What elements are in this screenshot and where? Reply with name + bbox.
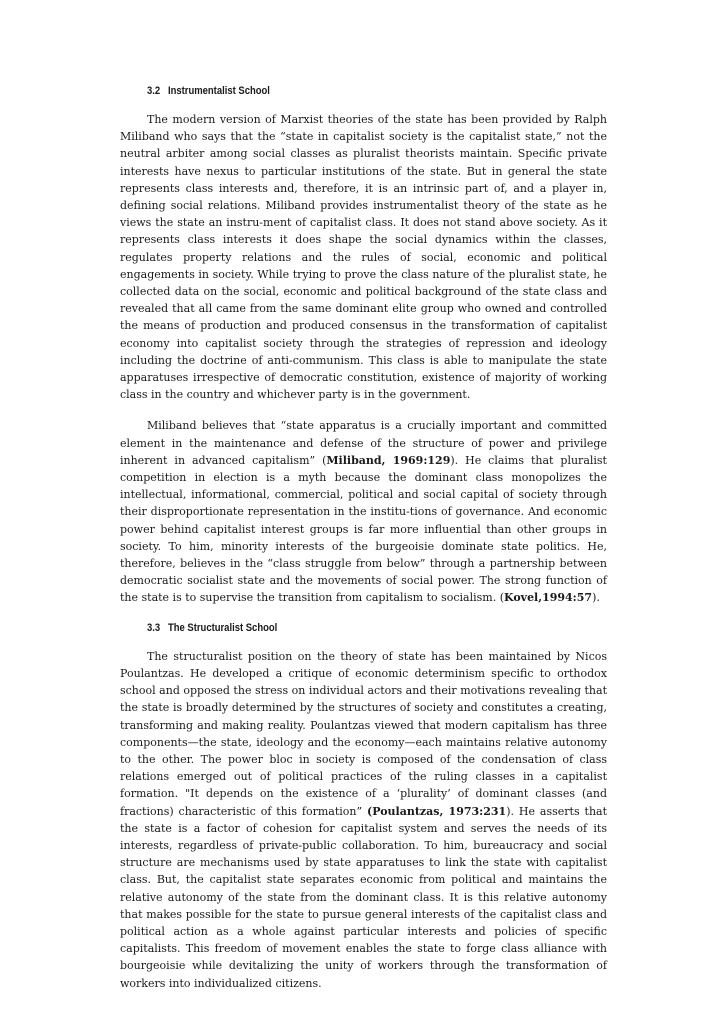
- section-title: The Structuralist School: [167, 621, 278, 634]
- paragraph-text: Miliband believes that “state apparatus is a crucially important and committed element in the maintenance and defense of the structure of power and privilege inherent in advanced capitalism” (: [120, 419, 607, 467]
- citation-kovel: Kovel,1994:57: [504, 591, 593, 605]
- paragraph-miliband-beliefs: [120, 417, 607, 606]
- paragraph-text: ). He asserts that the state is a factor of cohesion for capitalist system and serves the needs of its interests, regardless of private-public collaboration. To him, bureaucracy and social structure are mechanisms used by state apparatuses to link the state with capitalist class. But, the capitalist state separates economic from political and maintains the relative autonomy of the state from the dominant class. It is this relative autonomy that makes possible for the state to pursue general interests of the capitalist class and political action as a whole against particular interests and policies of specific capitalists. This freedom of movement enables the state to forge class alliance with bourgeoisie while devitalizing the unity of workers through the transformation of workers into individualized citizens.: [120, 804, 608, 990]
- paragraph-miliband-intro: The modern version of Marxist theories of the state has been provided by Ralph Miliband who says that the “state in capitalist society is the capitalist state,” not the neutral arbiter among social classes as pluralist theorists maintain. Specific private interests have nexus to particular institutions of the state. But in general the state represents class interests and, therefore, it is an intrinsic part of, and a player in, defining social relations. Miliband provides instrumentalist theory of the state as he views the state an instru-ment of capitalist class. It does not stand above society. As it represents class interests it does shape the social dynamics within the classes, regulates property relations and the rules of social, economic and political engagements in society. While trying to prove the class nature of the pluralist state, he collected data on the social, economic and political background of the state class and revealed that all came from the same dominant elite group who owned and controlled the means of production and produced consensus in the transformation of capitalist economy into capitalist society through the strategies of repression and ideology including the doctrine of anti-communism. This class is able to manipulate the state apparatuses irrespective of democratic constitution, existence of majority of working class in the country and whichever party is in the government.: [120, 113, 607, 402]
- section-number: 3.2: [147, 85, 161, 97]
- citation-poulantzas: (Poulantzas, 1973:231: [367, 804, 507, 818]
- section-heading-instrumentalist: [147, 84, 543, 98]
- paragraph-text: ).: [592, 591, 600, 605]
- paragraph-text: The structuralist position on the theory of state has been maintained by Nicos Poulantzas. He developed a critique of economic determinism specific to orthodox school and opposed the stress on individual actors and their motivations revealing that the state is broadly determined by the structures of society and constitutes a creating, transforming and making reality. Poulantzas viewed that modern capitalism has three components—the state, ideology and the economy—each maintains relative autonomy to the other. The power bloc in society is composed of the condensation of class relations emerged out of political practices of the ruling classes in a capitalist formation. "It depends on the existence of a ‘plurality’ of dominant classes (and fractions) characteristic of this formation”: [120, 649, 607, 818]
- section-heading-structuralist: [147, 621, 543, 635]
- paragraph-text: ). He claims that pluralist competition in election is a myth because the dominant class monopolizes the intellectual, informational, commercial, political and social capital of society through their disproportionate representation in the institu-tions of governance. And economic power behind capitalist interest groups is far more influential than other groups in society. To him, minority interests of the burgeoisie dominate state politics. He, therefore, believes in the “class struggle from below” through a partnership between democratic socialist state and the movements of social power. The strong function of the state is to supervise the transition from capitalism to socialism. (: [120, 453, 607, 605]
- section-title: Instrumentalist School: [167, 85, 270, 97]
- document-page: [120, 84, 607, 992]
- paragraph-poulantzas: [120, 648, 607, 992]
- citation-miliband: Miliband, 1969:129: [326, 453, 451, 467]
- section-number: 3.3: [147, 621, 161, 634]
